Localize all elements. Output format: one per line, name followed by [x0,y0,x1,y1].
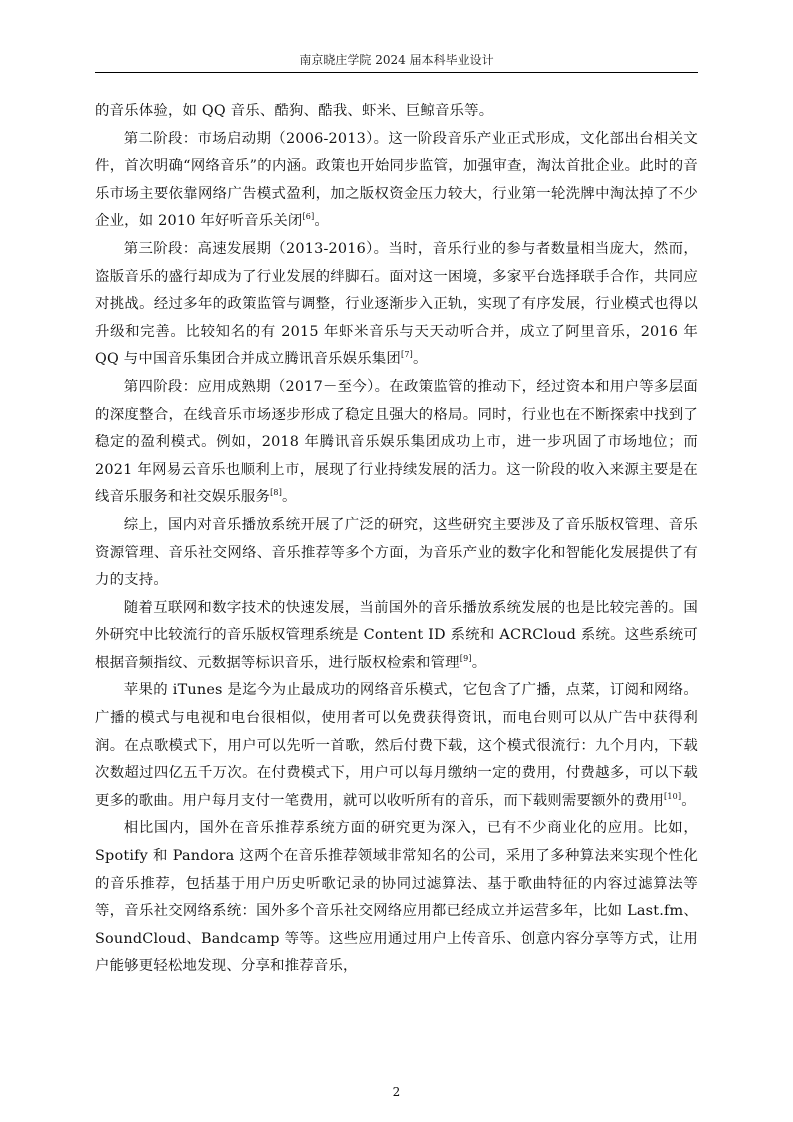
citation-ref: [10] [664,791,682,801]
paragraph: 第三阶段：高速发展期（2013-2016）。当时，音乐行业的参与者数量相当庞大，然而，盗版音乐的盛行却成为了行业发展的绊脚石。面对这一困境，多家平台选择联手合作，共同应对挑战。经过多年的政策监管与调整，行业逐渐步入正轨，实现了有序发展，行业模式也得以升级和完善。比较知名的有 2015 年虾米音乐与天天动听合并，成立了阿里音乐，2016 年 QQ 与中国音乐集团合并成立腾讯音乐娱乐集团[7]。 [95,240,698,368]
paragraph: 的音乐体验，如 QQ 音乐、酷狗、酷我、虾米、巨鲸音乐等。 [95,103,494,119]
citation-ref: [7] [401,350,413,360]
page-number: 2 [392,1085,401,1099]
page-header: 南京晓庄学院 2024 届本科毕业设计 [299,53,494,67]
header-divider [95,72,698,73]
citation-ref: [9] [459,653,472,663]
body-text [95,98,698,981]
citation-ref: [6] [302,212,315,222]
paragraph: 第四阶段：应用成熟期（2017－至今）。在政策监管的推动下，经过资本和用户等多层面的深度整合，在线音乐市场逐步形成了稳定且强大的格局。同时，行业也在不断探索中找到了稳定的盈利模式。例如，2018 年腾讯音乐娱乐集团成功上市，进一步巩固了市场地位；而 2021 年网易云音乐也顺利上市，展现了行业持续发展的活力。这一阶段的收入来源主要是在线音乐服务和社交娱乐服务[8]。 [95,378,698,506]
paragraph: 苹果的 iTunes 是迄今为止最成功的网络音乐模式，它包含了广播，点菜，订阅和网络。广播的模式与电视和电台很相似，使用者可以免费获得资讯，而电台则可以从广告中获得利润。在点歌模式下，用户可以先听一首歌，然后付费下载，这个模式很流行：九个月内，下载次数超过四亿五千万次。在付费模式下，用户可以每月缴纳一定的费用，付费越多，可以下载更多的歌曲。用户每月支付一笔费用，就可以收听所有的音乐，而下载则需要额外的费用[10]。 [95,682,698,809]
paragraph: 综上，国内对音乐播放系统开展了广泛的研究，这些研究主要涉及了音乐版权管理、音乐资源管理、音乐社交网络、音乐推荐等多个方面，为音乐产业的数字化和智能化发展提供了有力的支持。 [95,516,698,589]
paragraph: 第二阶段：市场启动期（2006-2013）。这一阶段音乐产业正式形成，文化部出台相关文件，首次明确“网络音乐”的内涵。政策也开始同步监管，加强审查，淘汰首批企业。此时的音乐市场主要依靠网络广告模式盈利，加之版权资金压力较大，行业第一轮洗牌中淘汰掉了不少企业，如 2010 年好听音乐关闭[6]。 [95,130,698,230]
paragraph: 相比国内，国外在音乐推荐系统方面的研究更为深入，已有不少商业化的应用。比如，Spotify 和 Pandora 这两个在音乐推荐领域非常知名的公司，采用了多种算法来实现个性化的音乐推荐，包括基于用户历史听歌记录的协同过滤算法、基于歌曲特征的内容过滤算法等等，音乐社交网络系统：国外多个音乐社交网络应用都已经成立并运营多年，比如 Last.fm、SoundCloud、Bandcamp 等等。这些应用通过用户上传音乐、创意内容分享等方式，让用户能够更轻松地发现、分享和推荐音乐， [95,820,698,975]
paragraph: 随着互联网和数字技术的快速发展，当前国外的音乐播放系统发展的也是比较完善的。国外研究中比较流行的音乐版权管理系统是 Content ID 系统和 ACRCloud 系统。这些系统可根据音频指纹、元数据等标识音乐，进行版权检索和管理[9]。 [95,599,698,671]
citation-ref: [8] [270,488,283,498]
